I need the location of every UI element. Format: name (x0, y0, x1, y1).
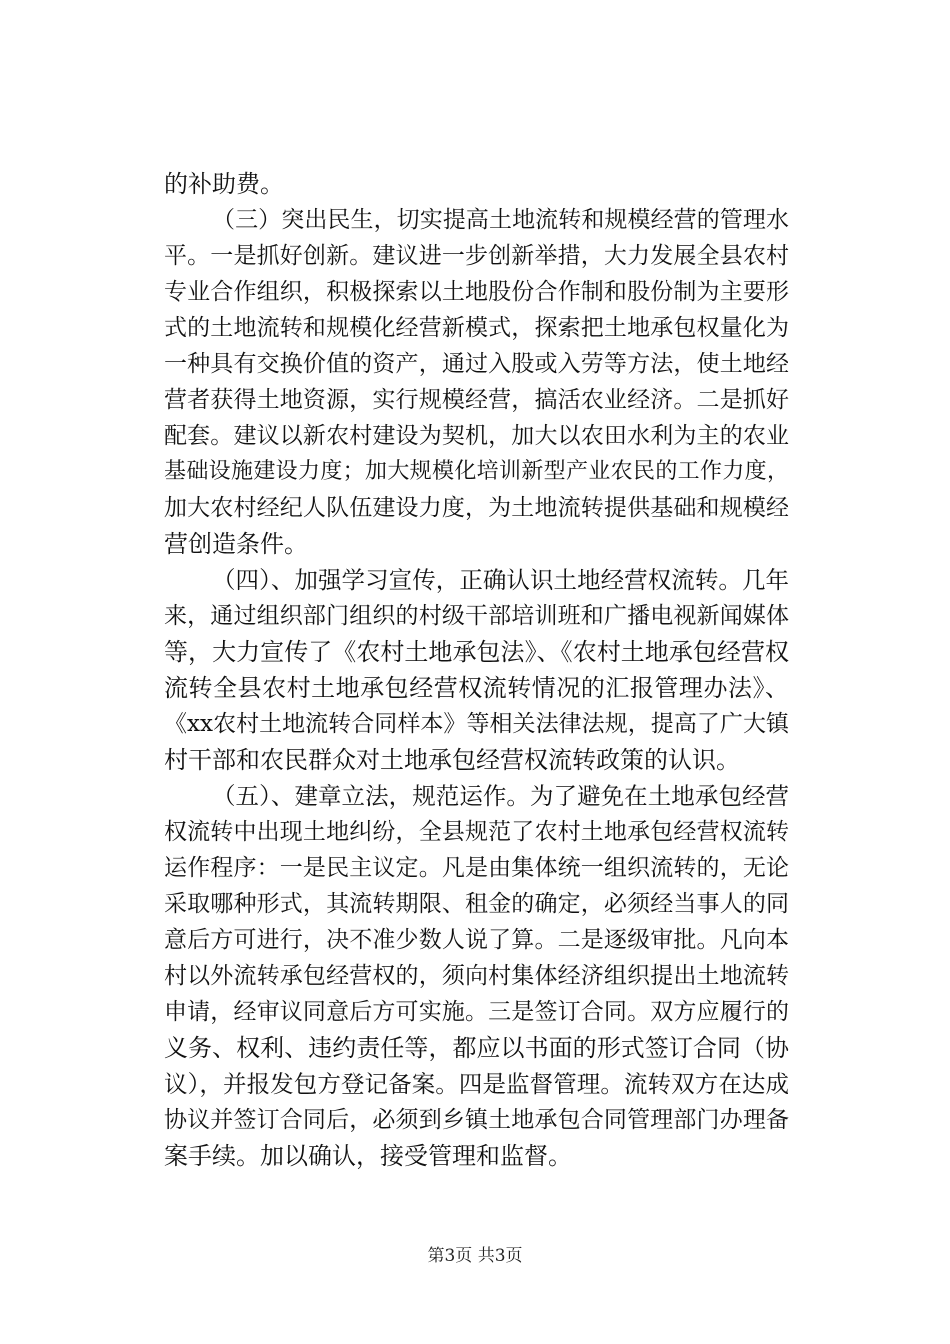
text-line: （五）、建章立法，规范运作。为了避免在土地承包经营 (212, 782, 789, 810)
text-line: 等，大力宣传了《农村土地承包法》、《农村土地承包经营权 (164, 638, 789, 666)
text-line: 义务、权利、违约责任等，都应以书面的形式签订合同（协 (164, 1034, 789, 1062)
text-line: 村以外流转承包经营权的，须向村集体经济组织提出土地流转 (164, 963, 789, 989)
text-line: 《xx农村土地流转合同样本》等相关法律法规，提高了广大镇 (164, 711, 789, 737)
text-line: 营者获得土地资源，实行规模经营，搞活农业经济。二是抓好 (164, 387, 789, 413)
text-line: 平。一是抓好创新。建议进一步创新举措，大力发展全县农村 (164, 243, 789, 269)
page-number-footer: 第3页 共3页 (427, 1246, 523, 1266)
text-line: 配套。建议以新农村建设为契机，加大以农田水利为主的农业 (164, 423, 789, 449)
text-line: 采取哪种形式，其流转期限、租金的确定，必须经当事人的同 (164, 891, 789, 917)
text-line: 营创造条件。 (164, 530, 308, 558)
document-body (164, 166, 789, 1174)
text-line: 意后方可进行，决不准少数人说了算。二是逐级审批。凡向本 (164, 927, 789, 953)
text-line: 式的土地流转和规模化经营新模式，探索把土地承包权量化为 (164, 315, 789, 341)
text-line: 加大农村经纪人队伍建设力度，为土地流转提供基础和规模经 (164, 495, 789, 521)
text-line: 基础设施建设力度；加大规模化培训新型产业农民的工作力度， (164, 459, 789, 484)
text-line: 议），并报发包方登记备案。四是监督管理。流转双方在达成 (164, 1070, 789, 1098)
text-line: 权流转中出现土地纠纷，全县规范了农村土地承包经营权流转 (164, 819, 789, 845)
text-line: 来，通过组织部门组织的村级干部培训班和广播电视新闻媒体 (164, 603, 789, 629)
text-line: 村干部和农民群众对土地承包经营权流转政策的认识。 (164, 746, 740, 774)
text-line: 协议并签订合同后，必须到乡镇土地承包合同管理部门办理备 (164, 1107, 789, 1133)
text-line: （四）、加强学习宣传，正确认识土地经营权流转。几年 (212, 566, 789, 594)
text-line: 流转全县农村土地承包经营权流转情况的汇报管理办法》、 (164, 674, 789, 702)
text-line: 专业合作组织，积极探索以土地股份合作制和股份制为主要形 (164, 279, 789, 305)
text-line: （三）突出民生，切实提高土地流转和规模经营的管理水 (212, 207, 789, 233)
text-line: 一种具有交换价值的资产，通过入股或入劳等方法，使土地经 (164, 351, 789, 377)
text-line: 申请，经审议同意后方可实施。三是签订合同。双方应履行的 (164, 999, 789, 1025)
text-line: 的补助费。 (164, 170, 284, 198)
text-line: 运作程序：一是民主议定。凡是由集体统一组织流转的，无论 (164, 855, 789, 881)
text-line: 案手续。加以确认，接受管理和监督。 (164, 1142, 572, 1170)
